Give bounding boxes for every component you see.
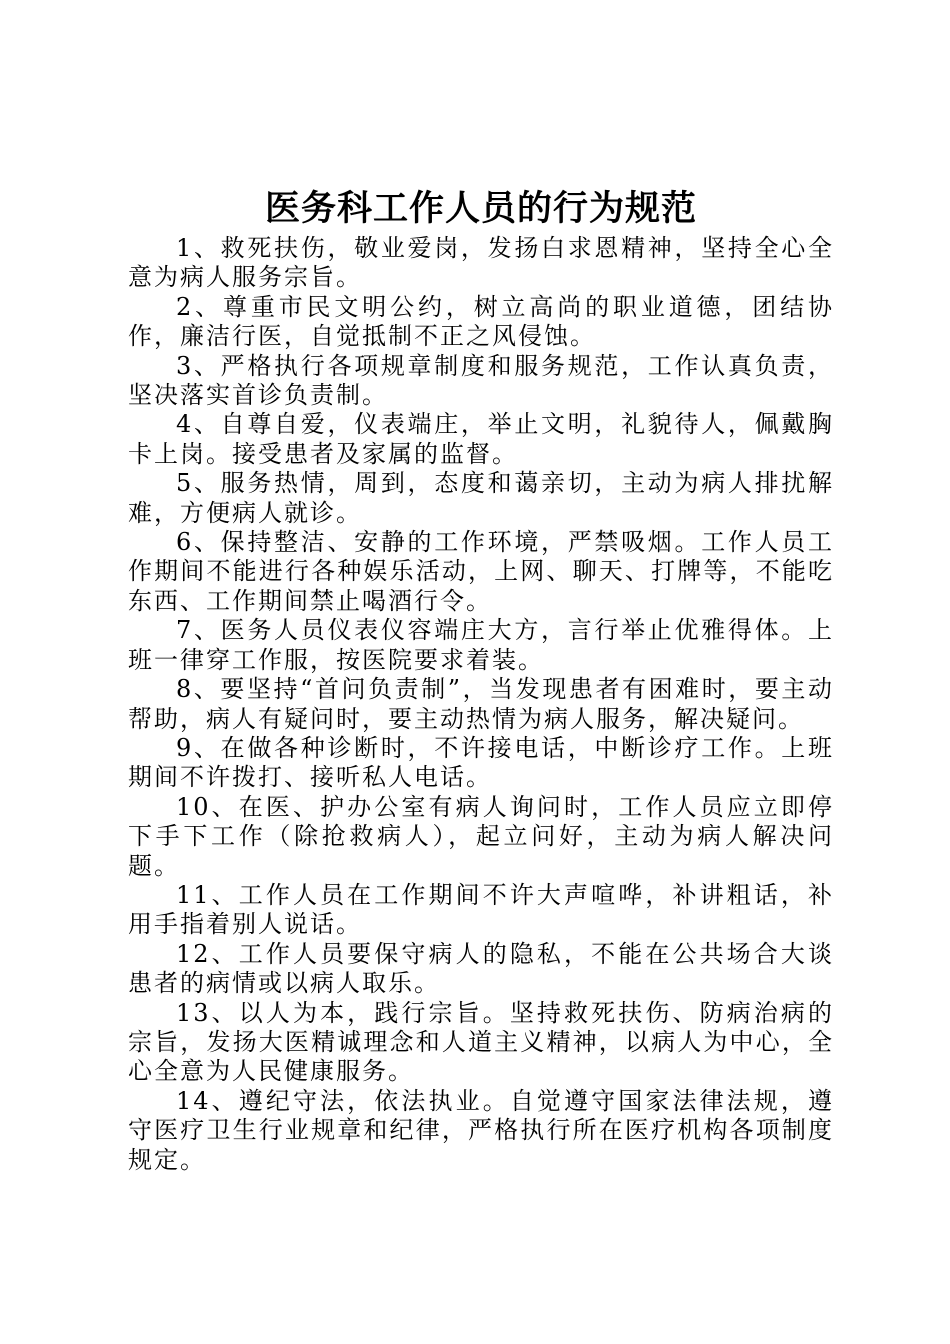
rule-item-6: 6、保持整洁、安静的工作环境，严禁吸烟。工作人员工作期间不能进行各种娱乐活动，上网、聊天、打牌等，不能吃东西、工作期间禁止喝酒行令。: [128, 528, 834, 615]
rule-item-3: 3、严格执行各项规章制度和服务规范，工作认真负责，坚决落实首诊负责制。: [128, 351, 834, 410]
rule-item-13: 13、以人为本，践行宗旨。坚持救死扶伤、防病治病的宗旨，发扬大医精诚理念和人道主义精神，以病人为中心，全心全意为人民健康服务。: [128, 998, 834, 1086]
rule-item-12: 12、工作人员要保守病人的隐私，不能在公共场合大谈患者的病情或以病人取乐。: [128, 939, 834, 998]
document-title: 医务科工作人员的行为规范: [264, 188, 697, 229]
rule-item-9: 9、在做各种诊断时，不许接电话，中断诊疗工作。上班期间不许拨打、接听私人电话。: [128, 733, 834, 792]
rule-item-2: 2、尊重市民文明公约，树立高尚的职业道德，团结协作，廉洁行医，自觉抵制不正之风侵蚀。: [128, 292, 834, 351]
rule-item-5: 5、服务热情，周到，态度和蔼亲切，主动为病人排扰解难，方便病人就诊。: [128, 469, 834, 527]
rule-item-1: 1、救死扶伤，敬业爱岗，发扬白求恩精神，坚持全心全意为病人服务宗旨。: [128, 234, 834, 292]
rule-item-4: 4、自尊自爱，仪表端庄，举止文明，礼貌待人，佩戴胸卡上岗。接受患者及家属的监督。: [128, 410, 834, 468]
rule-item-14: 14、遵纪守法，依法执业。自觉遵守国家法律法规，遵守医疗卫生行业规章和纪律，严格执行所在医疗机构各项制度规定。: [128, 1086, 834, 1174]
rule-item-7: 7、医务人员仪表仪容端庄大方，言行举止优雅得体。上班一律穿工作服，按医院要求着装。: [128, 616, 834, 674]
rule-item-10: 10、在医、护办公室有病人询问时，工作人员应立即停下手下工作（除抢救病人），起立问好，主动为病人解决问题。: [128, 792, 834, 880]
rule-item-8: 8、要坚持“首问负责制”，当发现患者有困难时，要主动帮助，病人有疑问时，要主动热情为病人服务，解决疑问。: [128, 675, 834, 733]
rule-item-11: 11、工作人员在工作期间不许大声喧哗，补讲粗话，补用手指着别人说话。: [128, 880, 834, 939]
document-page: [128, 186, 834, 1175]
